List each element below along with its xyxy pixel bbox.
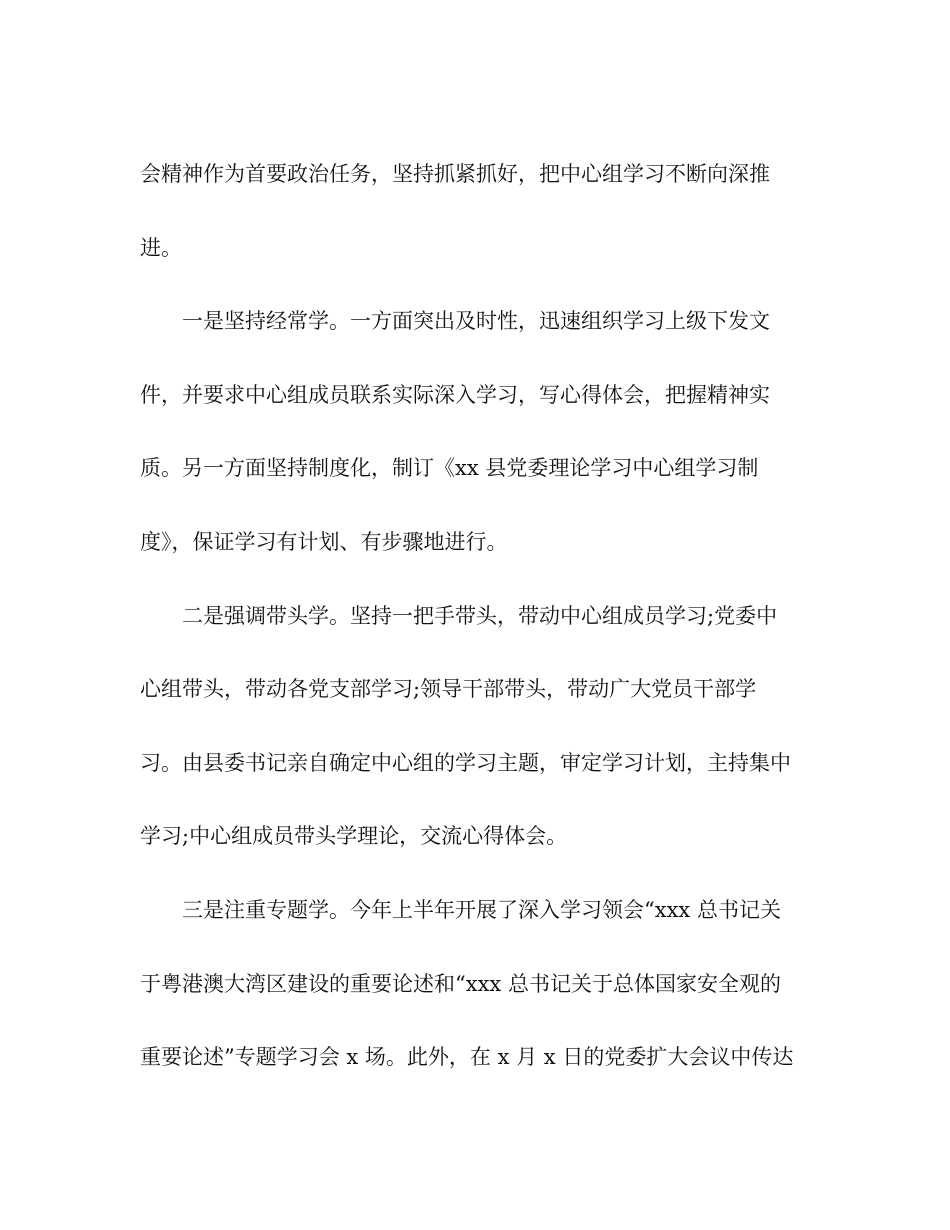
text-line: 于粤港澳大湾区建设的重要论述和“xxx 总书记关于总体国家安全观的 (140, 971, 781, 996)
paragraph-first-line: 三是注重专题学。今年上半年开展了深入学习领会“xxx 总书记关 (182, 897, 781, 922)
paragraph-first-line: 一是坚持经常学。一方面突出及时性，迅速组织学习上级下发文 (182, 309, 770, 334)
text-line: 质。另一方面坚持制度化，制订《xx 县党委理论学习中心组学习制 (140, 456, 759, 481)
text-line: 会精神作为首要政治任务，坚持抓紧抓好，把中心组学习不断向深推 (140, 162, 770, 186)
text-line: 心组带头，带动各党支部学习;领导干部带头，带动广大党员干部学 (140, 677, 757, 702)
text-line: 学习;中心组成员带头学理论，交流心得体会。 (140, 824, 568, 849)
text-line: 重要论述”专题学习会 x 场。此外，在 x 月 x 日的党委扩大会议中传达 (140, 1045, 794, 1070)
paragraph-first-line: 二是强调带头学。坚持一把手带头，带动中心组成员学习;党委中 (182, 603, 778, 628)
text-line: 习。由县委书记亲自确定中心组的学习主题，审定学习计划，主持集中 (140, 750, 791, 775)
body-text (140, 138, 820, 1095)
text-line: 件，并要求中心组成员联系实际深入学习，写心得体会，把握精神实 (140, 382, 770, 407)
text-line: 进。 (140, 235, 182, 260)
text-line: 度》，保证学习有计划、有步骤地进行。 (140, 529, 508, 554)
